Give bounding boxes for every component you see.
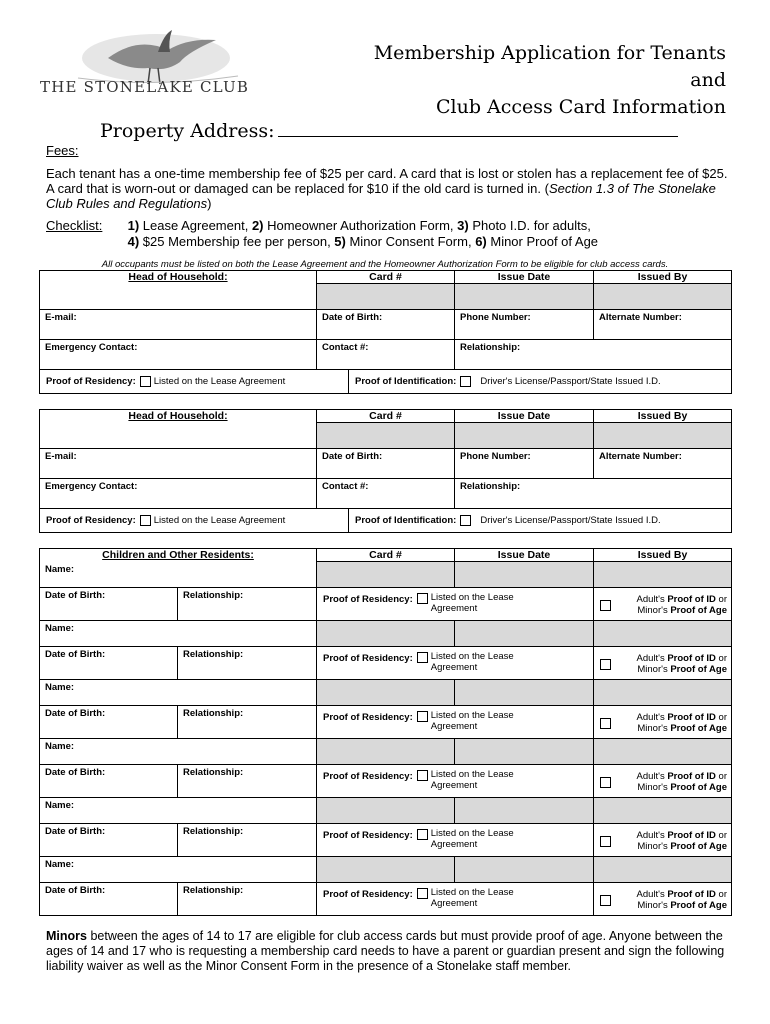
- adult-proof-or: or: [715, 771, 727, 782]
- child-name-field[interactable]: Name:: [40, 798, 317, 824]
- contact-number-field[interactable]: Contact #:: [317, 479, 455, 509]
- checklist-num: 4): [127, 234, 140, 249]
- minors-text: between the ages of 14 to 17 are eligible for club access cards but must provide proof of age. Anyone between the ages of 14 and 17 who is requesting a membership card needs to have a parent or guardian present and sign the following liability waiver as well as the Minor Consent Form in the presence of a Stonelake staff member.: [46, 929, 725, 973]
- issue-date-field[interactable]: [455, 284, 594, 310]
- proof-id-option: [619, 830, 727, 852]
- proof-id-checkbox[interactable]: [600, 718, 611, 729]
- proof-id-checkbox[interactable]: [600, 836, 611, 847]
- proof-residency-label: Proof of Residency:: [46, 376, 136, 388]
- checklist-item: Homeowner Authorization Form,: [263, 218, 458, 233]
- proof-residency-checkbox[interactable]: [417, 593, 428, 604]
- child-issued-by-field[interactable]: [594, 621, 732, 647]
- proof-residency-option: [431, 592, 514, 614]
- child-card-field[interactable]: [317, 680, 455, 706]
- proof-id-checkbox[interactable]: [600, 895, 611, 906]
- proof-residency-option-line1: Listed on the Lease: [430, 769, 514, 780]
- relationship-field[interactable]: Relationship:: [455, 340, 732, 370]
- child-proof-id: [594, 706, 732, 739]
- proof-residency-checkbox[interactable]: [417, 888, 428, 899]
- email-field[interactable]: E-mail:: [40, 449, 317, 479]
- child-card-field[interactable]: [317, 562, 455, 588]
- proof-residency-option-line1: Listed on the Lease: [430, 651, 514, 662]
- adult-proof-or: or: [715, 653, 727, 664]
- child-issue-field[interactable]: [455, 857, 594, 883]
- emergency-contact-field[interactable]: Emergency Contact:: [40, 479, 317, 509]
- proof-residency-option-line2: Agreement: [430, 603, 478, 614]
- child-card-field[interactable]: [317, 798, 455, 824]
- checklist-num: 1): [127, 218, 140, 233]
- proof-residency-label: Proof of Residency:: [323, 771, 413, 782]
- child-dob-field[interactable]: Date of Birth:: [40, 824, 178, 857]
- occupants-note: All occupants must be listed on both the Lease Agreement and the Homeowner Authorization Form to be eligible for club access cards.: [101, 259, 669, 270]
- adult-proof-bold: Proof of ID: [667, 830, 716, 841]
- checklist-label: Checklist:: [46, 218, 103, 233]
- card-number-label: Card #: [317, 549, 455, 562]
- proof-residency-option: Listed on the Lease Agreement: [153, 376, 286, 388]
- adult-proof-or: or: [715, 830, 727, 841]
- contact-number-field[interactable]: Contact #:: [317, 340, 455, 370]
- child-proof-residency: [317, 765, 594, 798]
- property-address-label: Property Address:: [100, 120, 275, 142]
- proof-residency-option: [431, 710, 514, 732]
- household-table-1: [39, 270, 732, 394]
- proof-identification: [349, 509, 667, 532]
- household-table-2: [39, 409, 732, 533]
- head-of-household-label: Head of Household:: [40, 410, 317, 423]
- proof-residency-option: [431, 828, 514, 850]
- child-dob-field[interactable]: Date of Birth:: [40, 647, 178, 680]
- issued-by-label: Issued By: [594, 410, 732, 423]
- card-number-field[interactable]: [317, 423, 455, 449]
- child-name-field[interactable]: Name:: [40, 562, 317, 588]
- property-address-field[interactable]: [278, 118, 678, 137]
- checklist-items: [128, 218, 598, 250]
- head-of-household-field[interactable]: [40, 423, 317, 449]
- child-issued-by-field[interactable]: [594, 857, 732, 883]
- child-issue-field[interactable]: [455, 739, 594, 765]
- proof-residency-label: Proof of Residency:: [46, 515, 136, 527]
- minor-proof-bold: Proof of Age: [670, 664, 727, 675]
- adult-proof-text: Adult's: [636, 771, 668, 782]
- minor-proof-bold: Proof of Age: [670, 900, 727, 911]
- proof-residency-option: [431, 887, 514, 909]
- adult-proof-bold: Proof of ID: [667, 712, 716, 723]
- proof-residency-option-line1: Listed on the Lease: [430, 828, 514, 839]
- proof-residency-option-line2: Agreement: [430, 839, 478, 850]
- proof-residency-label: Proof of Residency:: [323, 594, 413, 605]
- proof-residency-option: [431, 769, 514, 791]
- proof-id-option: Driver's License/Passport/State Issued I.D.: [480, 376, 661, 388]
- child-dob-field[interactable]: Date of Birth:: [40, 588, 178, 621]
- child-issued-by-field[interactable]: [594, 798, 732, 824]
- proof-id-label: Proof of Identification:: [355, 376, 457, 388]
- card-number-label: Card #: [317, 410, 455, 423]
- title-line-2: Club Access Card Information: [435, 96, 726, 118]
- proof-residency-checkbox[interactable]: [140, 376, 151, 387]
- fees-text: Each tenant has a one-time membership fee of $25 per card. A card that is lost or stolen has a replacement fee of $25. A card that is worn-out or damaged can be replaced for $10 if the old card is turned in. (: [46, 166, 728, 196]
- phone-field[interactable]: Phone Number:: [455, 310, 594, 340]
- child-proof-id: [594, 647, 732, 680]
- minor-proof-bold: Proof of Age: [670, 723, 727, 734]
- proof-residency-option-line2: Agreement: [430, 721, 478, 732]
- issue-date-label: Issue Date: [455, 549, 594, 562]
- proof-row: [40, 509, 732, 533]
- adult-proof-text: Adult's: [636, 889, 668, 900]
- checklist: [46, 218, 598, 250]
- proof-residency-option: Listed on the Lease Agreement: [153, 515, 286, 527]
- proof-id-checkbox[interactable]: [600, 600, 611, 611]
- checklist-item: Minor Proof of Age: [486, 234, 599, 249]
- checklist-line-2: [128, 234, 598, 250]
- adult-proof-bold: Proof of ID: [667, 889, 716, 900]
- fees-text-end: ): [207, 196, 212, 211]
- child-name-field[interactable]: Name:: [40, 621, 317, 647]
- proof-residency-option-line2: Agreement: [430, 662, 478, 673]
- issued-by-field[interactable]: [594, 284, 732, 310]
- head-of-household-field[interactable]: [40, 284, 317, 310]
- checklist-num: 5): [334, 234, 346, 249]
- child-proof-residency: [317, 588, 594, 621]
- proof-residency: [40, 370, 349, 393]
- child-proof-id: [594, 883, 732, 916]
- child-relationship-field[interactable]: Relationship:: [178, 765, 317, 798]
- issue-date-label: Issue Date: [455, 271, 594, 284]
- child-issued-by-field[interactable]: [594, 562, 732, 588]
- checklist-num: 2): [251, 218, 264, 233]
- child-proof-id: [594, 765, 732, 798]
- child-name-field[interactable]: Name:: [40, 680, 317, 706]
- child-dob-field[interactable]: Date of Birth:: [40, 883, 178, 916]
- checklist-num: 6): [475, 234, 487, 249]
- child-relationship-field[interactable]: Relationship:: [178, 706, 317, 739]
- minor-proof-text: Minor's: [637, 782, 671, 793]
- proof-id-option: [619, 594, 727, 616]
- proof-residency-checkbox[interactable]: [417, 652, 428, 663]
- card-number-field[interactable]: [317, 284, 455, 310]
- child-dob-field[interactable]: Date of Birth:: [40, 706, 178, 739]
- child-proof-residency: [317, 706, 594, 739]
- checklist-num: 3): [457, 218, 469, 233]
- child-issue-field[interactable]: [455, 680, 594, 706]
- title-line-1: Membership Application for Tenants and: [373, 42, 726, 91]
- minor-proof-text: Minor's: [637, 723, 671, 734]
- fees-section-ref: Section 1.3 of The Stonelake Club Rules and Regulations: [46, 181, 716, 211]
- fees-paragraph: [46, 166, 736, 211]
- dob-field[interactable]: Date of Birth:: [317, 310, 455, 340]
- proof-id-option: [619, 771, 727, 793]
- phone-field[interactable]: Phone Number:: [455, 449, 594, 479]
- adult-proof-text: Adult's: [636, 653, 668, 664]
- proof-residency-option-line1: Listed on the Lease: [430, 592, 514, 603]
- alt-number-field[interactable]: Alternate Number:: [594, 449, 732, 479]
- checklist-item: Minor Consent Form,: [345, 234, 476, 249]
- minor-proof-text: Minor's: [637, 841, 671, 852]
- child-dob-field[interactable]: Date of Birth:: [40, 765, 178, 798]
- proof-id-checkbox[interactable]: [600, 777, 611, 788]
- alt-number-field[interactable]: Alternate Number:: [594, 310, 732, 340]
- issued-by-field[interactable]: [594, 423, 732, 449]
- adult-proof-text: Adult's: [636, 830, 668, 841]
- child-relationship-field[interactable]: Relationship:: [178, 647, 317, 680]
- proof-residency-checkbox[interactable]: [140, 515, 151, 526]
- adult-proof-text: Adult's: [636, 594, 668, 605]
- checklist-line-1: [128, 218, 598, 234]
- child-proof-residency: [317, 647, 594, 680]
- child-issued-by-field[interactable]: [594, 680, 732, 706]
- proof-id-option: [619, 889, 727, 911]
- proof-id-checkbox[interactable]: [460, 376, 471, 387]
- proof-residency-option-line2: Agreement: [430, 780, 478, 791]
- adult-proof-or: or: [715, 712, 727, 723]
- proof-residency-option-line1: Listed on the Lease: [430, 887, 514, 898]
- child-proof-id: [594, 824, 732, 857]
- proof-residency-option-line2: Agreement: [430, 898, 478, 909]
- minors-bold: Minors: [46, 929, 87, 943]
- logo-text: THE STONELAKE CLUB: [40, 78, 250, 96]
- child-proof-residency: [317, 824, 594, 857]
- dob-field[interactable]: Date of Birth:: [317, 449, 455, 479]
- child-issued-by-field[interactable]: [594, 739, 732, 765]
- issue-date-label: Issue Date: [455, 410, 594, 423]
- child-name-field[interactable]: Name:: [40, 739, 317, 765]
- issue-date-field[interactable]: [455, 423, 594, 449]
- child-relationship-field[interactable]: Relationship:: [178, 883, 317, 916]
- child-issue-field[interactable]: [455, 621, 594, 647]
- children-table: [39, 548, 732, 916]
- proof-identification: [349, 370, 667, 393]
- proof-residency-label: Proof of Residency:: [323, 830, 413, 841]
- checklist-item: $25 Membership fee per person,: [139, 234, 335, 249]
- child-card-field[interactable]: [317, 621, 455, 647]
- minor-proof-text: Minor's: [637, 664, 671, 675]
- checklist-item: Photo I.D. for adults,: [468, 218, 591, 233]
- child-issue-field[interactable]: [455, 562, 594, 588]
- head-of-household-label: Head of Household:: [40, 271, 317, 284]
- proof-id-checkbox[interactable]: [600, 659, 611, 670]
- proof-residency-checkbox[interactable]: [417, 770, 428, 781]
- adult-proof-bold: Proof of ID: [667, 771, 716, 782]
- proof-residency-option: [431, 651, 514, 673]
- adult-proof-bold: Proof of ID: [667, 653, 716, 664]
- minor-proof-bold: Proof of Age: [670, 841, 727, 852]
- proof-id-option: [619, 712, 727, 734]
- child-issue-field[interactable]: [455, 798, 594, 824]
- emergency-contact-field[interactable]: Emergency Contact:: [40, 340, 317, 370]
- proof-id-option: [619, 653, 727, 675]
- child-name-field[interactable]: Name:: [40, 857, 317, 883]
- proof-residency-checkbox[interactable]: [417, 829, 428, 840]
- proof-residency-label: Proof of Residency:: [323, 889, 413, 900]
- children-label: Children and Other Residents:: [40, 549, 317, 562]
- child-card-field[interactable]: [317, 857, 455, 883]
- email-field[interactable]: E-mail:: [40, 310, 317, 340]
- child-card-field[interactable]: [317, 739, 455, 765]
- adult-proof-bold: Proof of ID: [667, 594, 716, 605]
- card-number-label: Card #: [317, 271, 455, 284]
- checklist-item: Lease Agreement,: [139, 218, 252, 233]
- child-proof-id: [594, 588, 732, 621]
- property-address: [100, 118, 678, 142]
- child-relationship-field[interactable]: Relationship:: [178, 588, 317, 621]
- proof-id-option: Driver's License/Passport/State Issued I.D.: [480, 515, 661, 527]
- relationship-field[interactable]: Relationship:: [455, 479, 732, 509]
- child-proof-residency: [317, 883, 594, 916]
- page-title: [346, 40, 726, 121]
- minors-paragraph: [46, 929, 732, 974]
- fees-heading: Fees:: [46, 143, 79, 158]
- proof-id-checkbox[interactable]: [460, 515, 471, 526]
- proof-residency: [40, 509, 349, 532]
- proof-id-label: Proof of Identification:: [355, 515, 457, 527]
- proof-residency-label: Proof of Residency:: [323, 712, 413, 723]
- adult-proof-or: or: [715, 594, 727, 605]
- child-relationship-field[interactable]: Relationship:: [178, 824, 317, 857]
- proof-row: [40, 370, 732, 394]
- minor-proof-text: Minor's: [637, 900, 671, 911]
- minor-proof-bold: Proof of Age: [670, 782, 727, 793]
- minor-proof-bold: Proof of Age: [670, 605, 727, 616]
- adult-proof-or: or: [715, 889, 727, 900]
- proof-residency-label: Proof of Residency:: [323, 653, 413, 664]
- proof-residency-option-line1: Listed on the Lease: [430, 710, 514, 721]
- proof-residency-checkbox[interactable]: [417, 711, 428, 722]
- minor-proof-text: Minor's: [637, 605, 671, 616]
- issued-by-label: Issued By: [594, 271, 732, 284]
- issued-by-label: Issued By: [594, 549, 732, 562]
- adult-proof-text: Adult's: [636, 712, 668, 723]
